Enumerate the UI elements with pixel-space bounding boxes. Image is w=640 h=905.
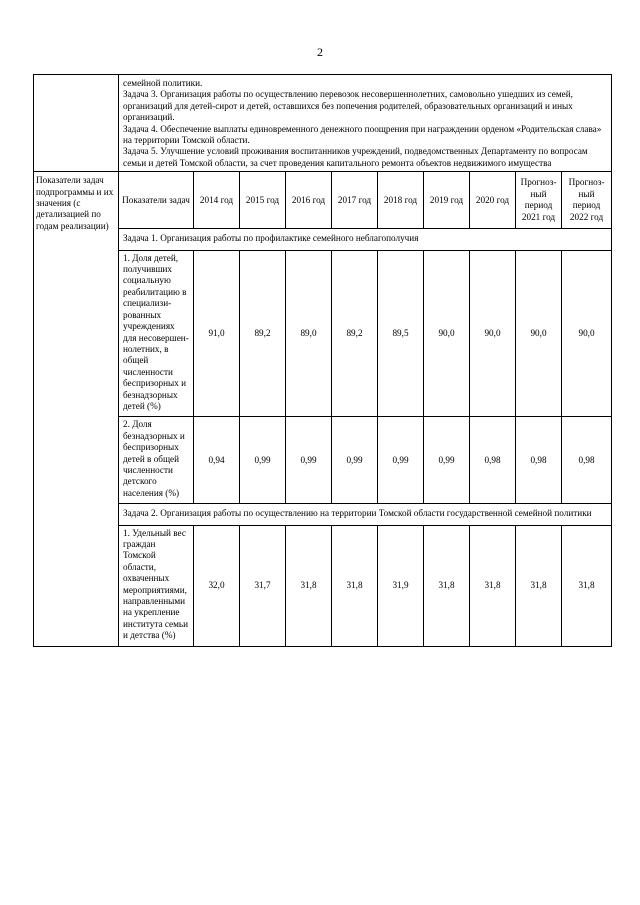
indicator-value: 90,0	[470, 250, 516, 417]
indicator-value: 0,98	[516, 417, 562, 504]
header-year: 2016 год	[286, 172, 332, 229]
indicator-value: 31,9	[378, 525, 424, 646]
indicator-value: 31,8	[332, 525, 378, 646]
task-row	[34, 229, 612, 250]
task-title: Задача 2. Организация работы по осуществлению на территории Томской области государственной семейной политики	[119, 504, 612, 525]
left-label: Показатели задач подпрограммы и их значения (с детализацией по годам реализации)	[34, 172, 119, 646]
indicator-value: 31,8	[562, 525, 612, 646]
indicator-name: 1. Доля детей, получивших социальную реабилитацию в специализированных учреждениях для несовершеннолетних, в общей численности беспризорных и безнадзорных детей (%)	[119, 250, 194, 417]
task-row	[34, 504, 612, 525]
intro-line: Задача 3. Организация работы по осуществлению перевозок несовершеннолетних, самовольно ушедших из семей, организаций для детей-сирот и детей, оставшихся без попечения родителей, образовательных организаций и иных организаций.	[123, 89, 573, 123]
indicator-row	[34, 525, 612, 646]
intro-line: семейной политики.	[123, 78, 203, 88]
indicator-name: 2. Доля безнадзорных и беспризорных детей в общей численности детского населения (%)	[119, 417, 194, 504]
page-number: 2	[317, 45, 323, 59]
task-title: Задача 1. Организация работы по профилактике семейного неблагополучия	[119, 229, 612, 250]
intro-text	[119, 75, 612, 172]
indicator-value: 89,2	[240, 250, 286, 417]
indicator-value: 90,0	[516, 250, 562, 417]
indicator-value: 0,94	[194, 417, 240, 504]
header-year: 2019 год	[424, 172, 470, 229]
indicator-value: 0,98	[470, 417, 516, 504]
indicator-value: 0,99	[286, 417, 332, 504]
indicator-value: 31,8	[516, 525, 562, 646]
header-year: 2015 год	[240, 172, 286, 229]
indicator-value: 31,7	[240, 525, 286, 646]
intro-left-empty	[34, 75, 119, 172]
indicator-value: 31,8	[470, 525, 516, 646]
header-year: 2020 год	[470, 172, 516, 229]
indicator-value: 31,8	[286, 525, 332, 646]
header-forecast: Прогнозный период 2022 год	[562, 172, 612, 229]
intro-line: Задача 5. Улучшение условий проживания воспитанников учреждений, подведомственных Департаменту по вопросам семьи и детей Томской области, за счет проведения капитального ремонта объектов недвижимого имущества	[123, 146, 588, 168]
intro-line: Задача 4. Обеспечение выплаты единовременного денежного поощрения при награждении орденом «Родительская слава» на территории Томской области.	[123, 123, 602, 146]
indicator-value: 0,99	[240, 417, 286, 504]
indicator-value: 89,0	[286, 250, 332, 417]
indicator-value: 0,99	[332, 417, 378, 504]
header-year: 2018 год	[378, 172, 424, 229]
indicator-value: 90,0	[424, 250, 470, 417]
indicator-value: 89,5	[378, 250, 424, 417]
indicator-value: 91,0	[194, 250, 240, 417]
header-year: 2017 год	[332, 172, 378, 229]
header-row	[34, 172, 612, 229]
header-indicator: Показатели задач	[119, 172, 194, 229]
indicator-row	[34, 417, 612, 504]
indicator-value: 0,98	[562, 417, 612, 504]
indicator-value: 90,0	[562, 250, 612, 417]
indicator-value: 31,8	[424, 525, 470, 646]
indicators-table	[33, 74, 612, 647]
intro-row	[34, 75, 612, 172]
indicator-value: 0,99	[378, 417, 424, 504]
indicator-value: 0,99	[424, 417, 470, 504]
indicator-value: 32,0	[194, 525, 240, 646]
indicator-value: 89,2	[332, 250, 378, 417]
header-year: 2014 год	[194, 172, 240, 229]
header-forecast: Прогнозный период 2021 год	[516, 172, 562, 229]
indicator-name: 1. Удельный вес граждан Томской области, охваченных мероприятиями, направленными на укрепление института семьи и детства (%)	[119, 525, 194, 646]
indicator-row	[34, 250, 612, 417]
